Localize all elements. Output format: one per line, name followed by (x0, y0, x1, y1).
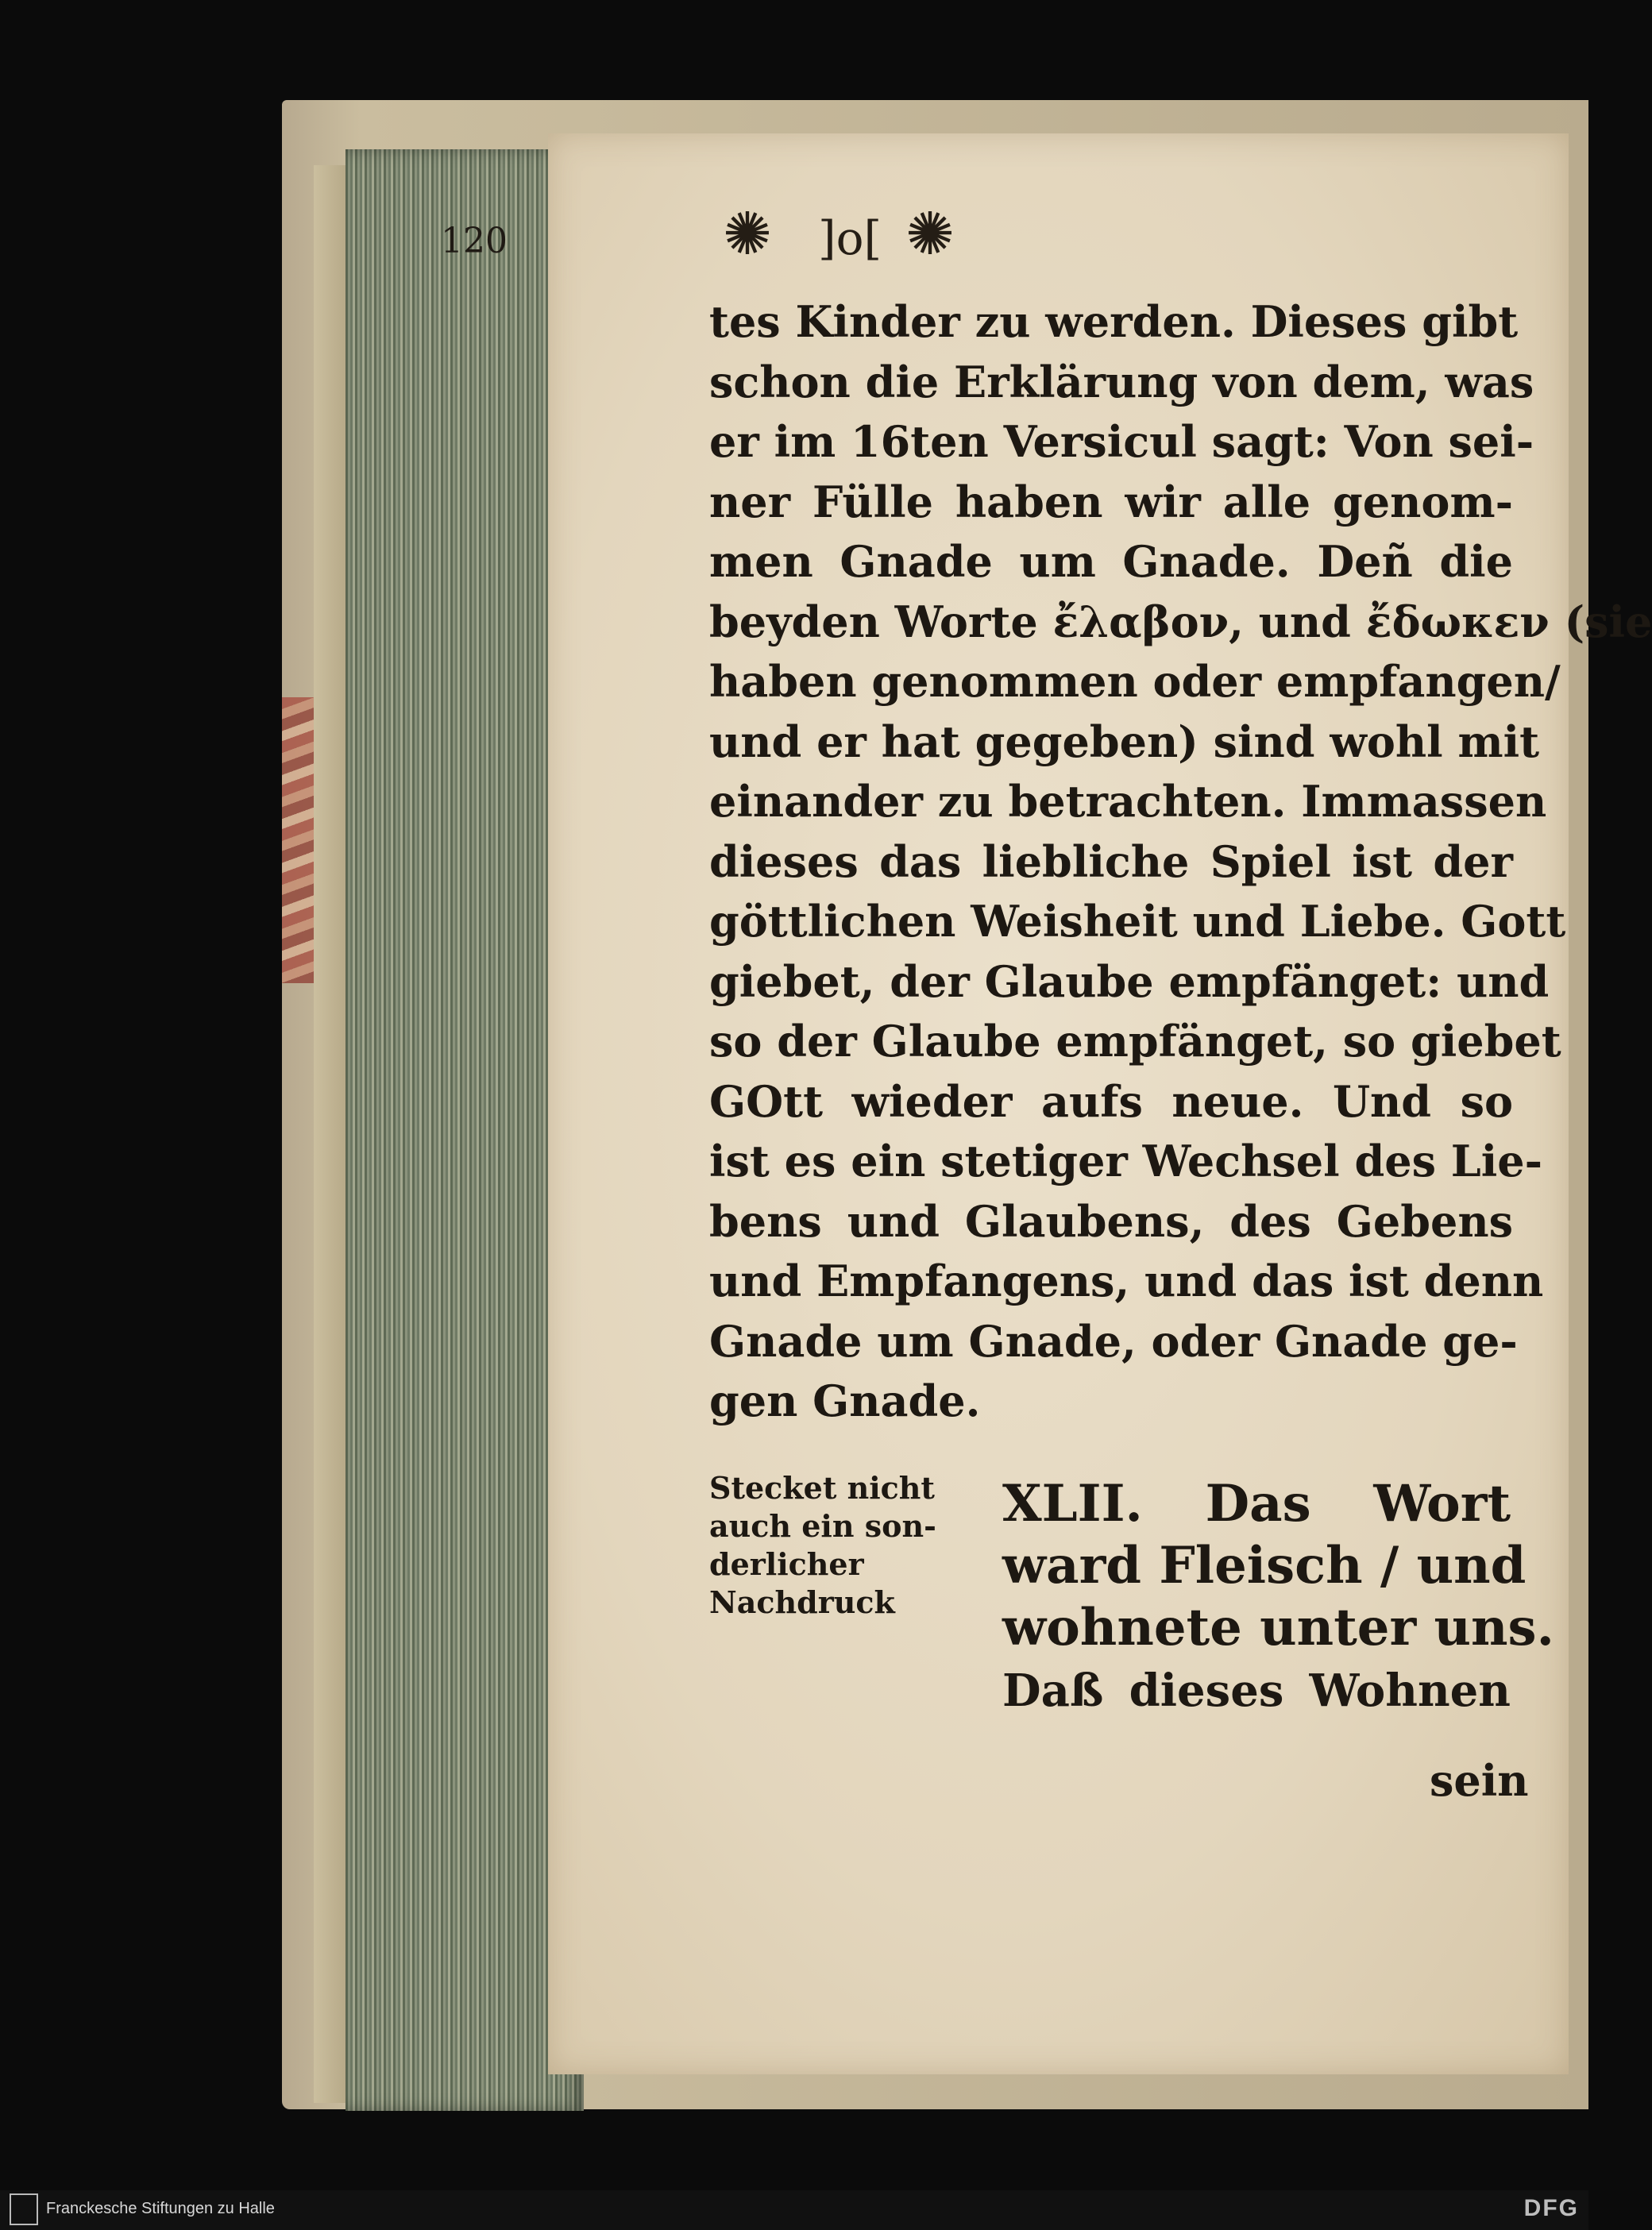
text-line-last: gen Gnade. (709, 1375, 981, 1426)
section-heading (1002, 1473, 1554, 1723)
text-line: einander zu betrachten. Immassen (709, 776, 1547, 827)
section-continuation: Daß dieses Wohnen (1002, 1665, 1511, 1717)
text-line: er im 16ten Versicul sagt: Von sei- (709, 416, 1534, 467)
header-center-ornament: ]o[ (818, 211, 882, 265)
text-line: ist es ein stetiger Wechsel des Lie- (709, 1136, 1543, 1186)
text-line: haben genommen oder empfangen/ (709, 656, 1561, 707)
footer-bar (0, 2190, 1588, 2230)
page-number: 120 (441, 221, 508, 261)
text-line: und Empfangens, und das ist denn (709, 1256, 1544, 1306)
text-line: GOtt wieder aufs neue. Und so (709, 1075, 1513, 1127)
text-line: göttlichen Weisheit und Liebe. Gott (709, 896, 1566, 947)
institution-logo-icon (10, 2193, 38, 2225)
text-line: beyden Worte ἔλαβον, und ἔδωκεν (sie (709, 596, 1652, 647)
text-line: so der Glaube empfänget, so giebet (709, 1016, 1561, 1067)
marginal-line: Stecket nicht (709, 1470, 935, 1506)
ornament-right-icon: ✺ (905, 200, 955, 268)
main-text (709, 292, 1652, 1432)
text-line: schon die Erklärung von dem, was (709, 356, 1534, 407)
marginal-line: Nachdruck (709, 1584, 895, 1620)
text-line: und er hat gegeben) sind wohl mit (709, 716, 1540, 767)
marginal-line: derlicher (709, 1546, 864, 1582)
text-line: ner Fülle haben wir alle genom- (709, 476, 1513, 527)
marginal-line: auch ein son- (709, 1508, 936, 1544)
marginal-note (709, 1469, 948, 1622)
section-heading-line: wohnete unter uns. (1002, 1598, 1554, 1657)
page-header (441, 200, 1251, 276)
text-line: bens und Glaubens, des Gebens (709, 1195, 1513, 1247)
text-line: tes Kinder zu werden. Dieses gibt (709, 296, 1519, 347)
section-heading-line: ward Fleisch / und (1002, 1536, 1527, 1595)
text-line: giebet, der Glaube empfänget: und (709, 955, 1550, 1007)
catchword: sein (1430, 1755, 1529, 1806)
section-heading-line: XLII. Das Wort (1002, 1474, 1511, 1534)
institution-name: Franckesche Stiftungen zu Halle (46, 2200, 275, 2217)
funder-logo: DFG (1523, 2195, 1579, 2221)
ornament-left-icon: ✺ (723, 200, 773, 268)
text-line: Gnade um Gnade, oder Gnade ge- (709, 1315, 1518, 1367)
text-line: men Gnade um Gnade. Deñ die (709, 536, 1513, 587)
text-line: dieses das liebliche Spiel ist der (709, 835, 1513, 887)
